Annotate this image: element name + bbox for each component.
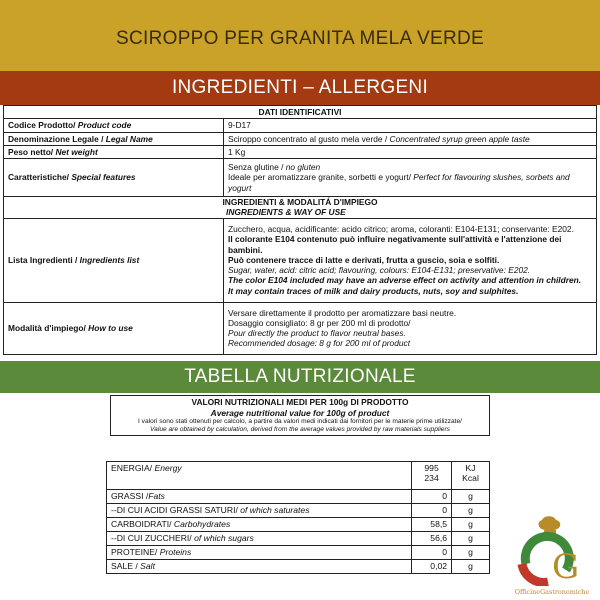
nutrient-value: 0 (412, 490, 452, 504)
nutrition-band: TABELLA NUTRIZIONALE (0, 361, 600, 393)
features-value: Senza glutine / no gluten Ideale per aromatizzare granite, sorbetti e yogurt/ Perfect for flavouring slushes, sorbets and yogurt (224, 159, 597, 197)
nutrient-label: PROTEINE/ Proteins (107, 546, 412, 560)
nutrition-note-en: Value are obtained by calculation, derived from the average values provided by raw materials suppliers (150, 426, 450, 434)
table-row (107, 490, 490, 504)
nutrient-unit: g (452, 546, 490, 560)
table-row (4, 302, 597, 354)
table-row (4, 132, 597, 145)
nutrient-label: SALE / Salt (107, 560, 412, 574)
brand-logo (508, 516, 596, 596)
code-value: 9-D17 (224, 119, 597, 132)
nutrient-unit: g (452, 504, 490, 518)
table-row (107, 504, 490, 518)
nutrient-value: 0 (412, 546, 452, 560)
nutrient-unit: g (452, 532, 490, 546)
identification-table (3, 105, 597, 355)
ident-header: DATI IDENTIFICATIVI (4, 106, 597, 119)
features-label: Caratteristiche/ Special features (4, 159, 224, 197)
nutrition-table (106, 461, 490, 574)
use-value: Versare direttamente il prodotto per aromatizzare basi neutre. Dosaggio consigliato: 8 gr per 200 ml di prodotto/ Pour directly the product to flavor neutral bases. Recommended dosage: 8 g for 200 ml of product (224, 302, 597, 354)
nutrient-unit: g (452, 490, 490, 504)
weight-label: Peso netto/ Net weight (4, 145, 224, 158)
nutrient-value: 58,5 (412, 518, 452, 532)
brand-name: OfficineGastronomiche (514, 588, 590, 596)
nutrient-label: GRASSI /Fats (107, 490, 412, 504)
section2-header: INGREDIENTI & MODALITÁ D'IMPIEGO INGREDIENTS & WAY OF USE (4, 197, 597, 219)
table-row (4, 159, 597, 197)
nutrient-label: CARBOIDRATI/ Carbohydrates (107, 518, 412, 532)
ingredients-value: Zucchero, acqua, acidificante: acido citrico; aroma, coloranti: E104-E131; conservante: E202. Il colorante E104 contenuto può influire negativamente sull'attività e l'attenzione dei bambini. Può contenere tracce di latte e derivati, frutta a guscio, soia e solfiti. Sugar, water, acid: citric acid; flavouring, colours: E104-E131; preservative: E202. The color E104 included may have an adverse effect on activity and attention in children. It may contain traces of milk and dairy products, nuts, soy and sulphites. (224, 218, 597, 302)
weight-value: 1 Kg (224, 145, 597, 158)
nutrient-value: 0 (412, 504, 452, 518)
svg-text:G: G (552, 547, 580, 586)
legal-label: Denominazione Legale / Legal Name (4, 132, 224, 145)
table-row (107, 560, 490, 574)
nutrient-unit: g (452, 560, 490, 574)
nutrient-value: 0,02 (412, 560, 452, 574)
table-row (107, 462, 490, 490)
nutrient-label: --DI CUI ZUCCHERI/ of which sugars (107, 532, 412, 546)
ingredients-label: Lista Ingredienti / Ingredients list (4, 218, 224, 302)
nutrition-header-title: VALORI NUTRIZIONALI MEDI PER 100g DI PRODOTTO (191, 397, 409, 407)
legal-value: Sciroppo concentrato al gusto mela verde / Concentrated syrup green apple taste (224, 132, 597, 145)
allergens-band: INGREDIENTI – ALLERGENI (0, 71, 600, 105)
nutrient-label: --DI CUI ACIDI GRASSI SATURI/ of which saturates (107, 504, 412, 518)
table-row (4, 145, 597, 158)
table-row (4, 119, 597, 132)
energy-value: 995 234 (412, 462, 452, 490)
nutrition-header (110, 395, 490, 436)
product-title: SCIROPPO PER GRANITA MELA VERDE (116, 28, 484, 49)
table-row (107, 518, 490, 532)
nutrition-header-subtitle: Average nutritional value for 100g of product (210, 407, 390, 418)
nutrient-value: 56,6 (412, 532, 452, 546)
energy-label: ENERGIA/ Energy (107, 462, 412, 490)
table-row (107, 546, 490, 560)
code-label: Codice Prodotto/ Product code (4, 119, 224, 132)
nutrition-note: I valori sono stati ottenuti per calcolo, a partire da valori medi indicati dai fornitori per le materie prime utilizzate/ (138, 418, 462, 425)
energy-unit: KJ Kcal (452, 462, 490, 490)
table-row (107, 532, 490, 546)
nutrient-unit: g (452, 518, 490, 532)
use-label: Modalità d'impiego/ How to use (4, 302, 224, 354)
table-row (4, 218, 597, 302)
chef-hat-icon (508, 516, 596, 586)
